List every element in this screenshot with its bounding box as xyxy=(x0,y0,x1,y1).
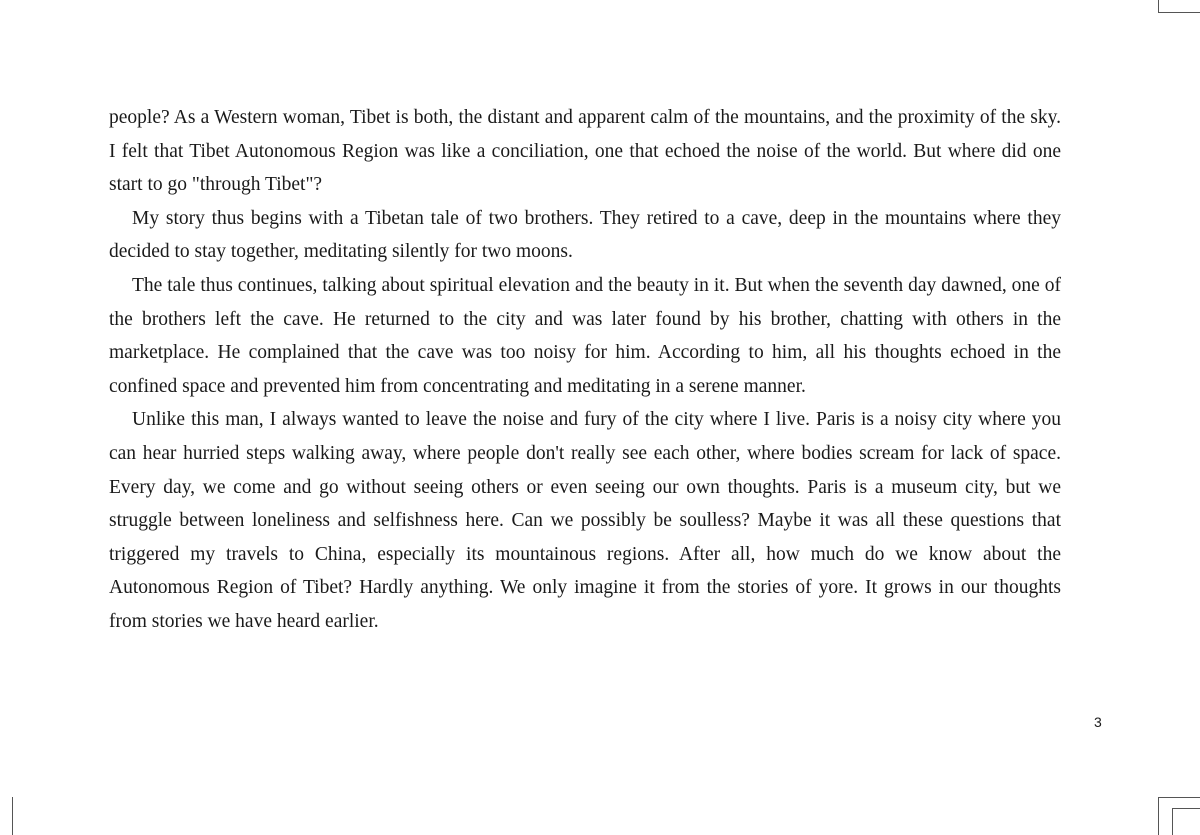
paragraph-brothers-tale: My story thus begins with a Tibetan tale of two brothers. They retired to a cave, deep in the mountains where they decided to stay together, meditating silently for two moons. xyxy=(109,207,1061,263)
crop-mark-bottom-right-vertical xyxy=(1158,797,1159,835)
paragraph-paris: Unlike this man, I always wanted to leave the noise and fury of the city where I live. Paris is a noisy city where you can hear hurried steps walking away, where people don't really see each other, where bodies scream for lack of space. Every day, we come and go without seeing others or even seeing our own thoughts. Paris is a museum city, but we struggle between loneliness and selfishness here. Can we possibly be soulless? Maybe it was all these questions that triggered my travels to China, especially its mountainous regions. After all, how much do we know about the Autonomous Region of Tibet? Hardly anything. We only imagine it from the stories of yore. It grows in our thoughts from stories we have heard earlier. xyxy=(109,409,1061,632)
crop-mark-bottom-right-horizontal xyxy=(1158,797,1200,798)
body-text xyxy=(109,101,1061,639)
paragraph-continuation: people? As a Western woman, Tibet is both, the distant and apparent calm of the mountains, and the proximity of the sky. I felt that Tibet Autonomous Region was like a conciliation, one that echoed the noise of the world. But where did one start to go "through Tibet"? xyxy=(109,107,1061,196)
page-number: 3 xyxy=(1094,714,1102,730)
crop-mark-bottom-right-inner-horizontal xyxy=(1172,808,1200,809)
paragraph-tale-continues: The tale thus continues, talking about spiritual elevation and the beauty in it. But when the seventh day dawned, one of the brothers left the cave. He returned to the city and was later found by his brother, chatting with others in the marketplace. He complained that the cave was too noisy for him. According to him, all his thoughts echoed in the confined space and prevented him from concentrating and meditating in a serene manner. xyxy=(109,274,1061,397)
crop-mark-bottom-right-inner-vertical xyxy=(1172,808,1173,835)
crop-mark-top-right xyxy=(1158,0,1200,13)
crop-mark-bottom-left xyxy=(0,797,13,835)
